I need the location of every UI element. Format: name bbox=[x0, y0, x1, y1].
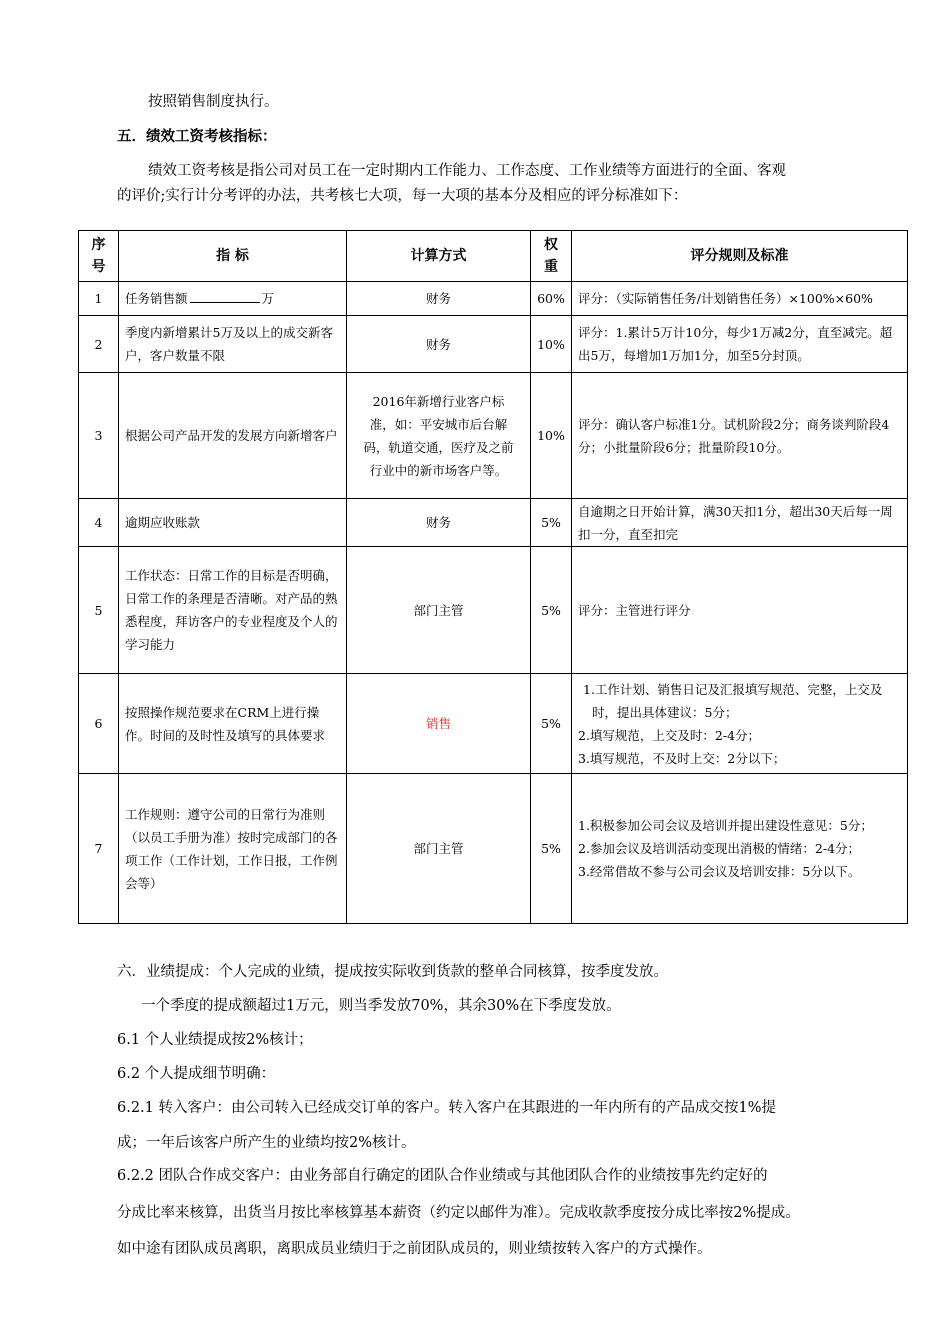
header-indicator: 指 标 bbox=[119, 231, 347, 282]
row-no: 6 bbox=[79, 674, 119, 774]
section6-line4: 6.2 个人提成细节明确： bbox=[117, 1066, 276, 1082]
row-weight: 10% bbox=[531, 373, 572, 499]
row-rule bbox=[572, 316, 908, 373]
evaluation-table bbox=[78, 230, 908, 924]
rule-line: 2.填写规范，上交及时：2-4分； bbox=[578, 727, 761, 743]
row-no: 4 bbox=[79, 499, 119, 547]
row-method: 部门主管 bbox=[347, 774, 531, 924]
section5-para-line2: 的评价;实行计分考评的办法，共考核七大项，每一大项的基本分及相应的评分标准如下： bbox=[117, 188, 688, 204]
row-rule bbox=[572, 282, 908, 316]
row-weight: 10% bbox=[531, 316, 572, 373]
row-weight: 5% bbox=[531, 674, 572, 774]
row-rule bbox=[572, 547, 908, 674]
table-row bbox=[79, 547, 908, 674]
row-weight: 5% bbox=[531, 499, 572, 547]
rule-line: 自逾期之日开始计算，满30天扣1分，超出30天后每一周扣一分，直至扣完 bbox=[578, 503, 893, 542]
row-no: 3 bbox=[79, 373, 119, 499]
rule-line: 评分：主管进行评分 bbox=[578, 602, 691, 618]
header-weight: 权重 bbox=[531, 231, 572, 282]
row-no: 2 bbox=[79, 316, 119, 373]
table-row bbox=[79, 373, 908, 499]
row-weight: 5% bbox=[531, 774, 572, 924]
row-method: 2016年新增行业客户标准，如：平安城市后台解码，轨道交通，医疗及之前行业中的新市场客户等。 bbox=[347, 373, 531, 499]
table-row bbox=[79, 499, 908, 547]
table-header-row bbox=[79, 231, 908, 282]
header-rule: 评分规则及标准 bbox=[572, 231, 908, 282]
row-indicator: 按照操作规范要求在CRM上进行操作。时间的及时性及填写的具体要求 bbox=[119, 674, 347, 774]
intro-line: 按照销售制度执行。 bbox=[148, 94, 279, 110]
row-method: 财务 bbox=[347, 499, 531, 547]
section5-title: 五．绩效工资考核指标： bbox=[117, 129, 277, 145]
section6-line9: 如中途有团队成员离职，离职成员业绩归于之前团队成员的，则业绩按转入客户的方式操作。 bbox=[117, 1241, 712, 1257]
row-indicator: 季度内新增累计5万及以上的成交新客户，客户数量不限 bbox=[119, 316, 347, 373]
row-weight: 60% bbox=[531, 282, 572, 316]
section6-line3: 6.1 个人业绩提成按2%核计； bbox=[117, 1032, 313, 1048]
section5-para-line1: 绩效工资考核是指公司对员工在一定时期内工作能力、工作态度、工作业绩等方面进行的全面、客观 bbox=[148, 163, 786, 179]
row-indicator: 工作状态：日常工作的目标是否明确，日常工作的条理是否清晰。对产品的熟悉程度，拜访客户的专业程度及个人的学习能力 bbox=[119, 547, 347, 674]
blank-field bbox=[190, 288, 260, 303]
table-row bbox=[79, 282, 908, 316]
row-method: 财务 bbox=[347, 316, 531, 373]
section6-title: 六．业绩提成：个人完成的业绩，提成按实际收到货款的整单合同核算，按季度发放。 bbox=[117, 964, 668, 980]
table-row bbox=[79, 774, 908, 924]
rule-line: 评分：（实际销售任务/计划销售任务）×100%×60% bbox=[578, 291, 873, 306]
rule-line: 评分：确认客户标准1分。试机阶段2分；商务谈判阶段4分；小批量阶段6分；批量阶段10分。 bbox=[578, 416, 890, 455]
rule-line: 3.经常借故不参与公司会议及培训安排：5分以下。 bbox=[578, 864, 861, 879]
rule-line: 3.填写规范，不及时上交：2分以下； bbox=[578, 750, 786, 766]
header-seq: 序号 bbox=[79, 231, 119, 282]
row-weight: 5% bbox=[531, 547, 572, 674]
row-method: 部门主管 bbox=[347, 547, 531, 674]
row-no: 1 bbox=[79, 282, 119, 316]
row-rule bbox=[572, 373, 908, 499]
row-no: 7 bbox=[79, 774, 119, 924]
row-method: 财务 bbox=[347, 282, 531, 316]
row-indicator: 逾期应收账款 bbox=[119, 499, 347, 547]
table-row bbox=[79, 674, 908, 774]
section6-line5: 6.2.1 转入客户：由公司转入已经成交订单的客户。转入客户在其跟进的一年内所有的产品成交按1%提 bbox=[117, 1100, 777, 1116]
section6-line7: 6.2.2 团队合作成交客户：由业务部自行确定的团队合作业绩或与其他团队合作的业绩按事先约定好的 bbox=[117, 1168, 768, 1184]
rule-line: 1.工作计划、销售日记及汇报填写规范、完整，上交及时，提出具体建议：5分； bbox=[583, 681, 883, 720]
section6-line6: 成；一年后该客户所产生的业绩均按2%核计。 bbox=[117, 1135, 416, 1151]
rule-line: 2.参加会议及培训活动变现出消极的情绪：2-4分； bbox=[578, 841, 861, 856]
row-rule bbox=[572, 499, 908, 547]
row-rule bbox=[572, 774, 908, 924]
rule-line: 1.积极参加公司会议及培训并提出建设性意见：5分； bbox=[578, 818, 873, 833]
section6-line2: 一个季度的提成额超过1万元，则当季发放70%，其余30%在下季度发放。 bbox=[141, 998, 621, 1014]
row-indicator: 工作规则：遵守公司的日常行为准则（以员工手册为准）按时完成部门的各项工作（工作计划，工作日报，工作例会等） bbox=[119, 774, 347, 924]
row-no: 5 bbox=[79, 547, 119, 674]
section6-line8: 分成比率来核算，出货当月按比率核算基本薪资（约定以邮件为准）。完成收款季度按分成比率按2%提成。 bbox=[117, 1205, 800, 1221]
rule-line: 评分：1.累计5万计10分，每少1万减2分，直至减完。超出5万，每增加1万加1分，加至5分封顶。 bbox=[578, 325, 893, 363]
indicator-post: 万 bbox=[261, 291, 275, 306]
table-row bbox=[79, 316, 908, 373]
row-indicator: 根据公司产品开发的发展方向新增客户 bbox=[119, 373, 347, 499]
indicator-pre: 任务销售额 bbox=[125, 291, 188, 306]
row-indicator bbox=[119, 282, 347, 316]
header-method: 计算方式 bbox=[347, 231, 531, 282]
row-rule bbox=[572, 674, 908, 774]
row-method: 销售 bbox=[347, 674, 531, 774]
